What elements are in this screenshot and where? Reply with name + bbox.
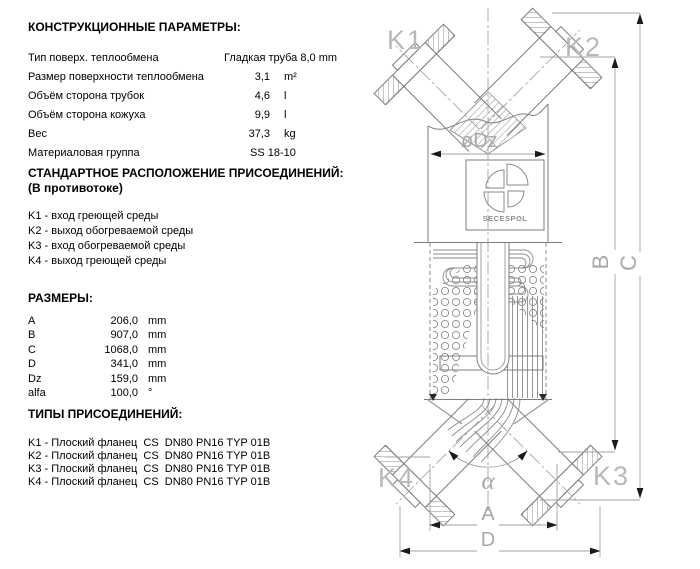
connection-types-heading: ТИПЫ ПРИСОЕДИНЕНИЙ: (28, 407, 183, 421)
param-label: Вес (28, 128, 47, 140)
dimension-value: 100,0 (110, 386, 138, 399)
dimensions-heading: РАЗМЕРЫ: (28, 291, 93, 305)
dimension-value: 206,0 (110, 315, 138, 327)
label-k2: K2 (565, 32, 603, 62)
param-value: 9,9 (254, 109, 270, 121)
param-unit: l (284, 109, 287, 121)
dimension-label: B (28, 329, 36, 342)
param-value: 3,1 (254, 71, 270, 83)
connection-type-item: K3 - Плоский фланец CS DN80 PN16 TYP 01B (28, 463, 271, 475)
dimension-unit: mm (148, 358, 167, 371)
logo-text: SECESPOL (482, 214, 528, 223)
param-label: Материаловая группа (28, 147, 140, 159)
param-unit: kg (284, 128, 296, 140)
dimension-label: D (28, 358, 36, 371)
connections-layout-heading-line1: СТАНДАРТНОЕ РАСПОЛОЖЕНИЕ ПРИСОЕДИНЕНИЙ: (28, 166, 344, 180)
dim-a-label: A (481, 503, 495, 525)
connection-type-item: K4 - Плоский фланец CS DN80 PN16 TYP 01B (28, 476, 271, 488)
tube-straights (506, 296, 544, 398)
connection-type-item: K1 - Плоский фланец CS DN80 PN16 TYP 01B (28, 437, 271, 449)
dimension-unit: mm (148, 372, 167, 385)
dim-dz (431, 130, 545, 154)
logo-box (466, 160, 544, 230)
connection-item: K1 - вход греющей среды (28, 210, 159, 222)
connection-item: K2 - выход обогреваемой среды (28, 225, 194, 237)
dimension-label: alfa (28, 386, 46, 399)
connection-item: K4 - выход греющей среды (28, 255, 167, 267)
dimension-value: 907,0 (110, 329, 138, 342)
param-label: Тип поверх. теплообмена (28, 52, 159, 64)
dim-b (540, 57, 615, 452)
dimension-label: C (28, 343, 36, 356)
param-value: 37,3 (248, 128, 270, 140)
dimension-unit: mm (148, 329, 167, 342)
label-k4: K4 (378, 463, 416, 493)
dimension-unit: mm (148, 315, 167, 327)
central-duct (477, 243, 509, 374)
dim-d-label: D (480, 529, 496, 551)
construction-params-heading: КОНСТРУКЦИОННЫЕ ПАРАМЕТРЫ: (28, 20, 241, 34)
param-label: Объём сторона трубок (28, 90, 145, 102)
param-value: SS 18-10 (250, 147, 296, 159)
param-value: 4,6 (254, 90, 270, 102)
param-label: Объём сторона кожуха (28, 109, 146, 121)
dimension-value: 341,0 (110, 358, 138, 371)
dimension-label: Dz (28, 372, 42, 385)
dim-c-label: C (616, 255, 641, 271)
param-unit: l (284, 90, 287, 102)
label-k1: K1 (387, 25, 425, 55)
label-k3: K3 (593, 461, 631, 491)
dimension-value: 1068,0 (104, 343, 138, 356)
dimension-label: A (28, 315, 36, 327)
connection-type-item: K2 - Плоский фланец CS DN80 PN16 TYP 01B (28, 450, 271, 462)
connection-item: K3 - вход обогреваемой среды (28, 240, 186, 252)
param-unit: m² (284, 71, 297, 83)
dim-alpha-label: α (481, 468, 495, 495)
param-label: Размер поверхности теплообмена (28, 71, 204, 83)
dim-dz-label: øDz (461, 130, 498, 152)
dimension-unit: ° (148, 386, 153, 399)
param-value: Гладкая труба 8,0 mm (224, 52, 338, 64)
dimension-unit: mm (148, 343, 167, 356)
dimension-value: 159,0 (110, 372, 138, 385)
connections-layout-heading-line2: (В противотоке) (28, 181, 123, 195)
dim-b-label: B (588, 254, 613, 270)
